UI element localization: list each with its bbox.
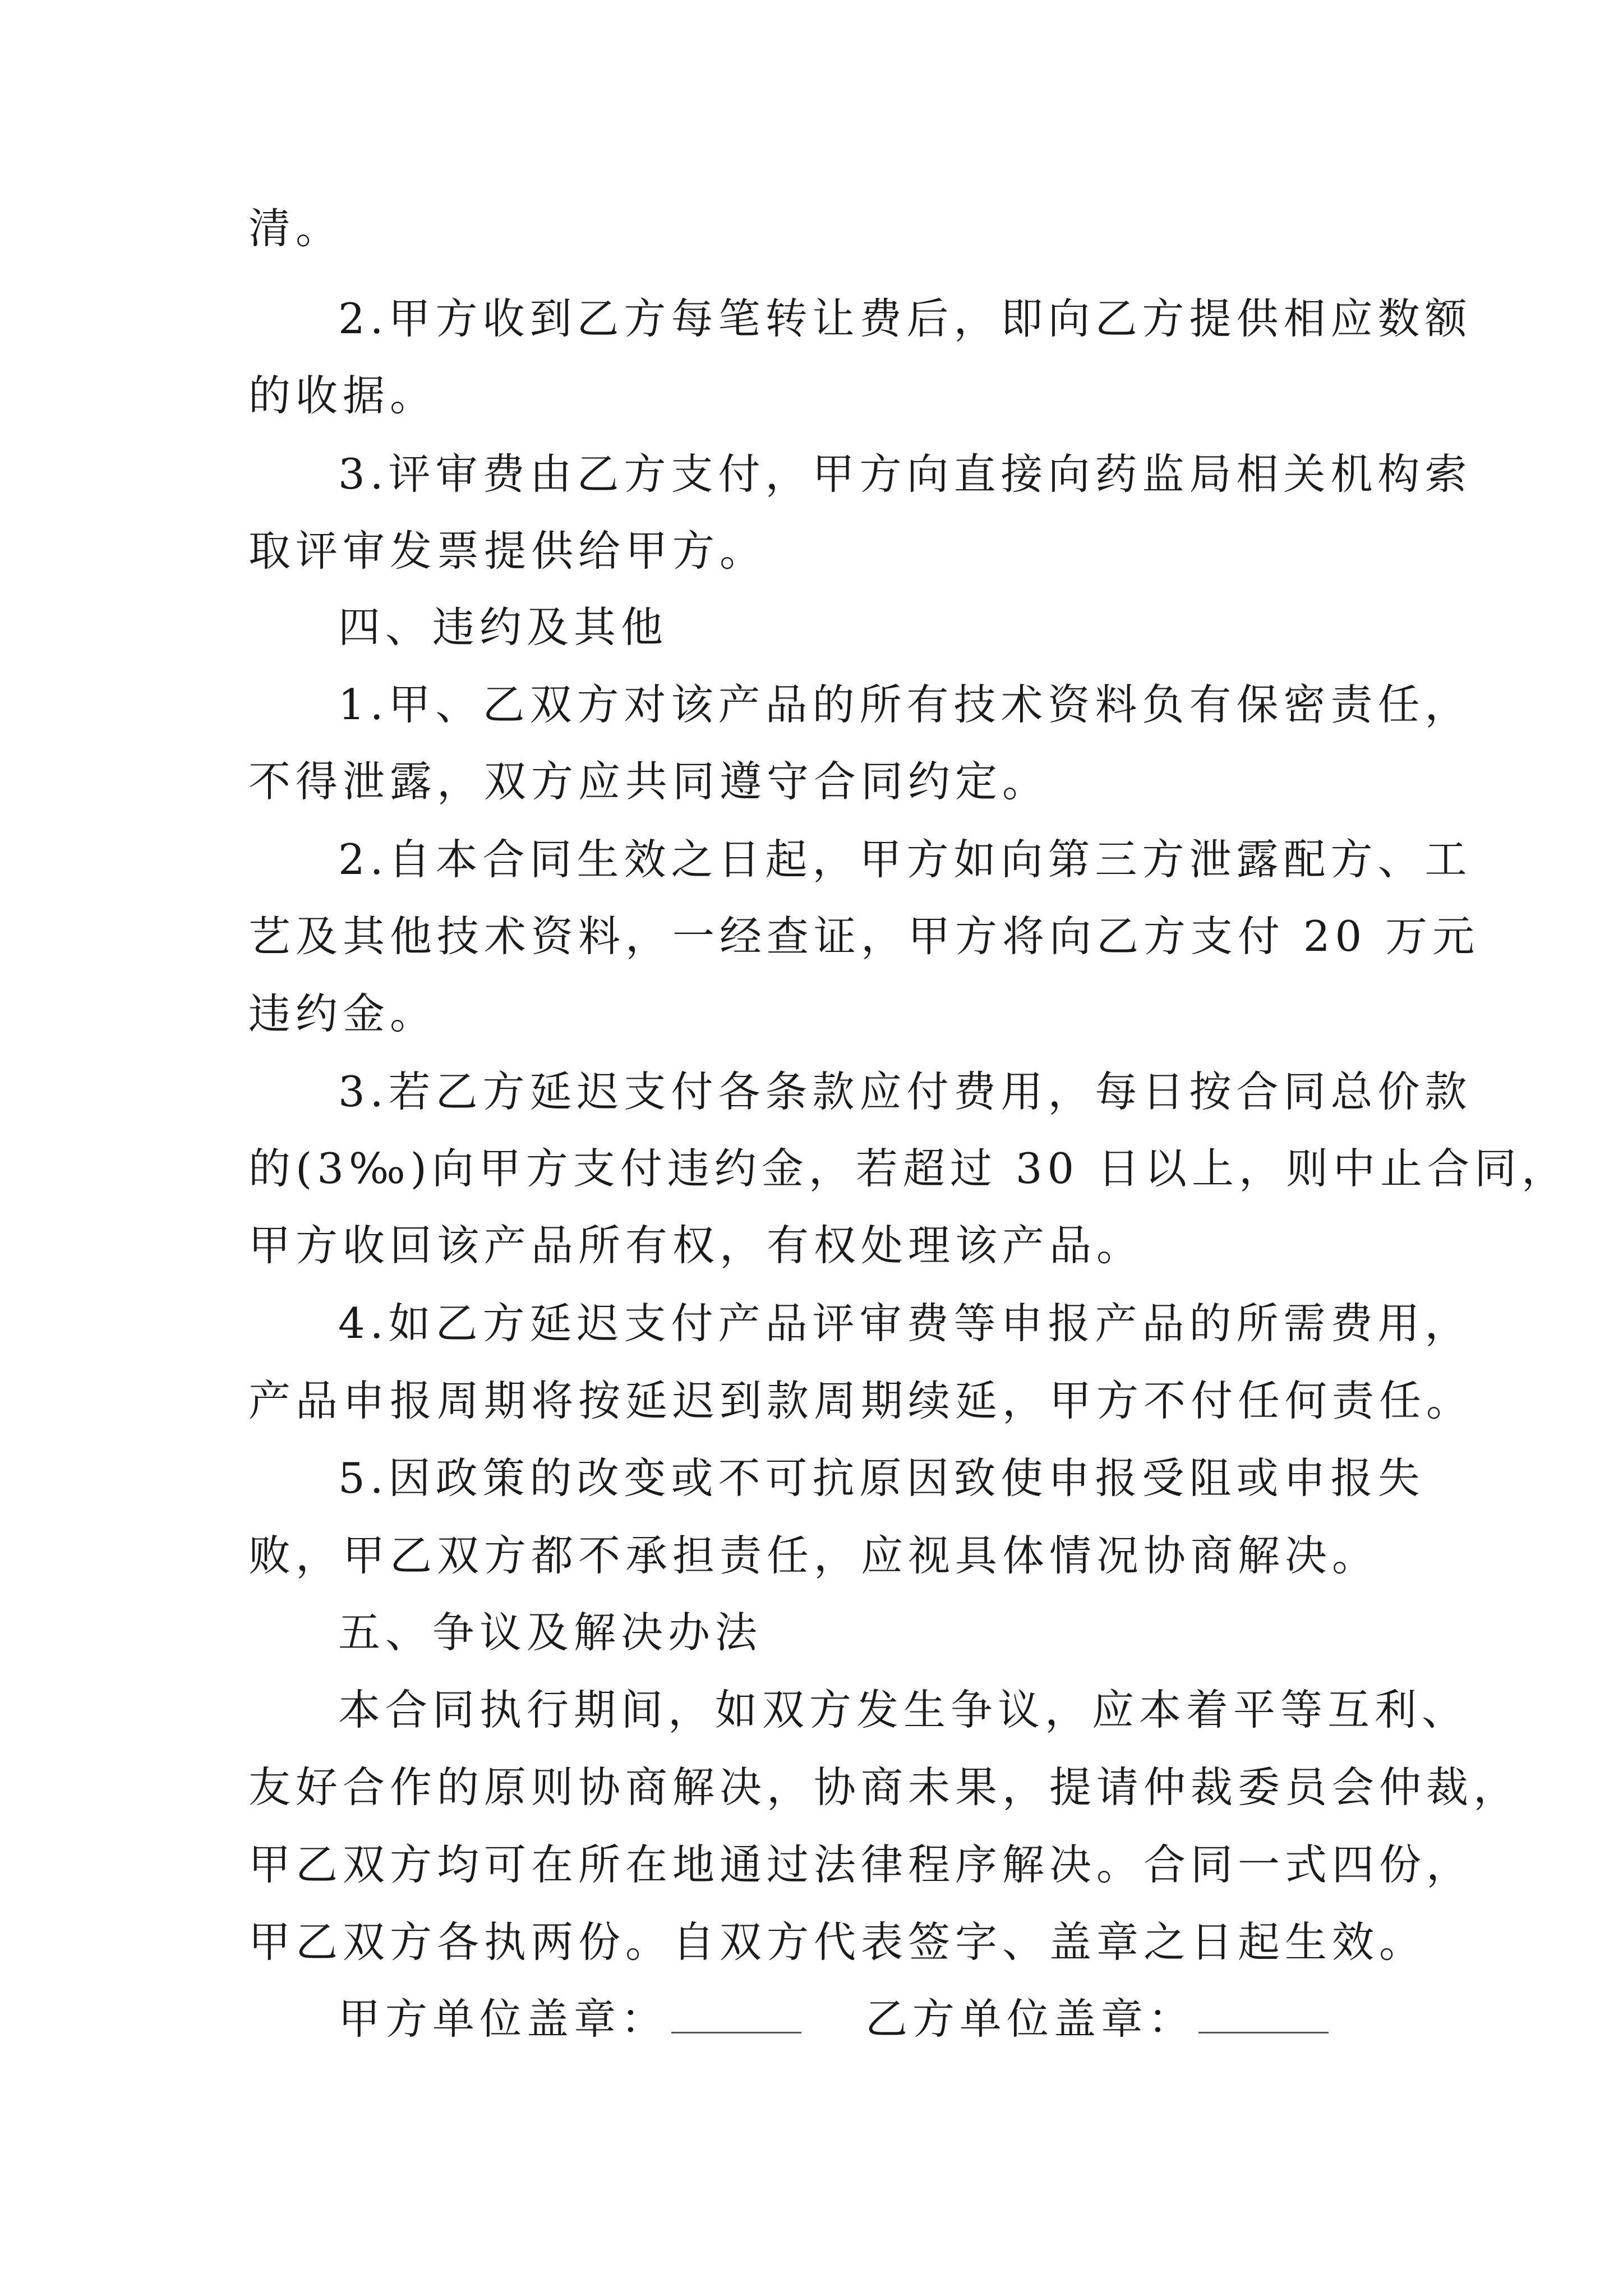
paragraph-line: 3.评审费由乙方支付，甲方向直接向药监局相关机构索 [338,449,1472,499]
paragraph-line: 甲乙双方均可在所在地通过法律程序解决。合同一式四份， [248,1840,1474,1889]
party-a-signature [338,1994,801,2044]
party-b-signature [865,1994,1329,2044]
paragraph-line: 艺及其他技术资料，一经查证，甲方将向乙方支付 20 万元 [248,912,1480,961]
paragraph-line: 1.甲、乙双方对该产品的所有技术资料负有保密责任， [338,680,1472,729]
paragraph-line: 2.甲方收到乙方每笔转让费后，即向乙方提供相应数额 [338,294,1472,343]
party-b-seal-label: 乙方单位盖章： [865,1994,1196,2044]
paragraph-line: 产品申报周期将按延迟到款周期续延，甲方不付任何责任。 [248,1376,1474,1425]
paragraph-line: 败，甲乙双方都不承担责任，应视具体情况协商解决。 [248,1531,1380,1580]
paragraph-line: 3.若乙方延迟支付各条款应付费用，每日按合同总价款 [338,1067,1472,1116]
section-heading: 四、违约及其他 [338,602,668,652]
paragraph-line: 友好合作的原则协商解决，协商未果，提请仲裁委员会仲裁， [248,1763,1521,1812]
paragraph-line: 2.自本合同生效之日起，甲方如向第三方泄露配方、工 [338,835,1472,884]
paragraph-line: 不得泄露，双方应共同遵守合同约定。 [248,757,1050,806]
paragraph-line: 清。 [248,204,343,253]
paragraph-line: 的收据。 [248,371,437,420]
paragraph-line: 甲方收回该产品所有权，有权处理该产品。 [248,1221,1144,1270]
paragraph-line: 违约金。 [248,989,437,1038]
paragraph-line: 取评审发票提供给甲方。 [248,526,767,576]
section-heading: 五、争议及解决办法 [338,1608,763,1657]
party-a-seal-blank[interactable] [671,1998,801,2033]
paragraph-line: 5.因政策的改变或不可抗原因致使申报受阻或申报失 [338,1453,1425,1503]
paragraph-line: 4.如乙方延迟支付产品评审费等申报产品的所需费用， [338,1299,1472,1348]
party-b-seal-blank[interactable] [1198,1998,1329,2033]
paragraph-line: 本合同执行期间，如双方发生争议，应本着平等互利、 [338,1685,1469,1734]
paragraph-line: 的(3‰)向甲方支付违约金，若超过 30 日以上，则中止合同， [248,1144,1569,1193]
party-a-seal-label: 甲方单位盖章： [338,1994,668,2044]
paragraph-line: 甲乙双方各执两份。自双方代表签字、盖章之日起生效。 [248,1917,1427,1967]
